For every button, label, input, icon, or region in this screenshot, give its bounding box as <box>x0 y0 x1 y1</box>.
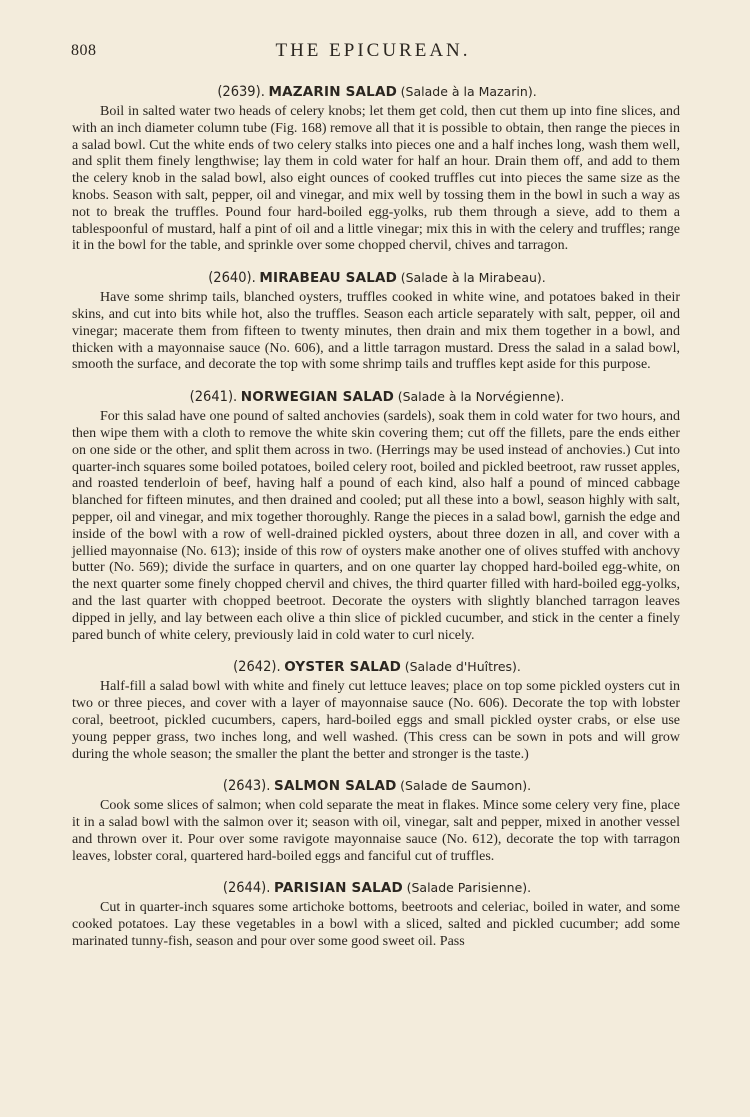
recipe-french-name: (Salade Parisienne). <box>406 880 532 896</box>
recipe-heading <box>74 657 680 677</box>
recipe-number: (2641). <box>189 389 238 406</box>
recipe-french-name: (Salade d'Huîtres). <box>404 659 521 675</box>
recipe-name: SALMON SALAD <box>274 778 397 795</box>
recipe-list <box>66 82 680 951</box>
recipe-number: (2643). <box>222 778 271 795</box>
recipe-2644 <box>66 878 680 950</box>
recipe-heading <box>74 82 680 102</box>
recipe-number: (2644). <box>222 880 271 897</box>
recipe-2639 <box>66 82 680 255</box>
recipe-name: OYSTER SALAD <box>284 659 402 676</box>
recipe-french-name: (Salade à la Norvégienne). <box>397 389 565 405</box>
recipe-french-name: (Salade à la Mazarin). <box>400 84 537 99</box>
recipe-heading <box>74 387 680 407</box>
recipe-name: MAZARIN SALAD <box>268 84 398 100</box>
book-title: THE EPICUREAN. <box>275 40 471 61</box>
recipe-heading <box>74 776 680 796</box>
recipe-name: NORWEGIAN SALAD <box>240 389 395 406</box>
recipe-body: Cook some slices of salmon; when cold separate the meat in flakes. Mince some celery very fine, place it in a salad bowl with the salmon over it; season with oil, vinegar, salt and pepper, mixed in another vessel and thrown over it. Pour over some ravigote mayonnaise sauce (No. 612), decorate the top with tarragon leaves, lobster coral, quartered hard-boiled eggs and fanciful cut of truffles. <box>72 798 680 864</box>
recipe-french-name: (Salade de Saumon). <box>400 778 532 794</box>
recipe-heading <box>74 268 680 288</box>
recipe-2640 <box>66 268 680 374</box>
recipe-number: (2639). <box>217 84 265 100</box>
recipe-number: (2640). <box>208 270 256 287</box>
recipe-body: Half-fill a salad bowl with white and finely cut lettuce leaves; place on top some pickled oysters cut in two or three pieces, and cover with a layer of mayonnaise sauce (No. 606). Decorate the top with lobster coral, beetroot, pickled cucumbers, capers, hard-boiled eggs and small pickled oyster crabs, or else use young pepper grass, two inches long, and well washed. (This cress can be sown in pots and will grow during the whole season; the smaller the plant the better and stronger is the taste.) <box>72 679 680 762</box>
recipe-2642 <box>66 657 680 763</box>
recipe-body: For this salad have one pound of salted anchovies (sardels), soak them in cold water for two hours, and then wipe them with a cloth to remove the white skin covering them; cut off the fillets, pare the ends either on one side or the other, and split them across in two. (Herrings may be used instead of anchovies.) Cut into quarter-inch squares some boiled potatoes, boiled celery root, boiled and pickled beetroot, raw russet apples, and roasted tenderloin of beef, having half a pound of each kind, also half a pound of minced cabbage blanched for fifteen minutes, and then drained and cooled; put all these into a bowl, season highly with salt, pepper, oil and vinegar, and mix together thoroughly. Range the pieces in a salad bowl, garnish the edge and inside of the bowl with a row of well-drained pickled oysters, about three dozen in all, and cover with a jellied mayonnaise (No. 613); inside of this row of oysters make another one of olives stuffed with anchovy butter (No. 569); divide the surface in quarters, and on one quarter lay chopped hard-boiled egg-white, on the next quarter some finely chopped chervil and chives, the third quarter filled with hard-boiled egg-yolks, and the last quarter with chopped beetroot. Decorate the oysters with slightly blanched tarragon leaves dipped in jelly, and lay between each olive a thin slice of pickled cucumber, and stick in the center a finely pared bunch of white celery, previously laid in cold water to curl nicely. <box>72 409 680 643</box>
recipe-name: PARISIAN SALAD <box>274 880 403 897</box>
page-number: 808 <box>71 42 97 59</box>
recipe-2643 <box>66 776 680 865</box>
recipe-body: Cut in quarter-inch squares some artichoke bottoms, beetroots and celeriac, boiled in water, and some cooked potatoes. Lay these vegetables in a bowl with a sliced, salted and pickled cucumber; add some marinated tunny-fish, season and pour over some good sweet oil. Pass <box>72 900 680 950</box>
recipe-body: Have some shrimp tails, blanched oysters, truffles cooked in white wine, and potatoes baked in their skins, and cut into bits while hot, also the truffles. Season each article separately with salt, pepper, oil and vinegar; macerate them from fifteen to twenty minutes, then drain and mix them together in a bowl, and thicken with a mayonnaise sauce (No. 606), and a little tarragon mustard. Dress the salad in a salad bowl, smooth the surface, and decorate the top with some shrimp tails and truffles kept aside for this purpose. <box>72 290 680 373</box>
recipe-body: Boil in salted water two heads of celery knobs; let them get cold, then cut them up into fine slices, and with an inch diameter column tube (Fig. 168) remove all that it is possible to obtain, then range the pieces in a salad bowl. Cut the white ends of two celery stalks into pieces one and a half inches long, wash them well, and split them finely lengthwise; lay them in cold water for half an hour. Drain them off, and add to them the celery knob in the salad bowl, also eight ounces of cooked truffles cut into pieces the same size as the knobs. Season with salt, pepper, oil and vinegar, and mix well by tossing them in the bowl in such a way as not to break the truffles. Pound four hard-boiled egg-yolks, rub them through a sieve, add to them a tablespoonful of mustard, half a pint of oil and a little vinegar; mix this in with the celery and truffles; range it in the bowl for the table, and sprinkle over some chopped chervil, chives and tarragon. <box>72 104 680 254</box>
recipe-2641 <box>66 387 680 644</box>
recipe-heading <box>74 878 680 898</box>
recipe-french-name: (Salade à la Mirabeau). <box>400 270 546 286</box>
running-head <box>66 38 680 68</box>
recipe-name: MIRABEAU SALAD <box>259 270 398 287</box>
recipe-number: (2642). <box>233 659 281 676</box>
